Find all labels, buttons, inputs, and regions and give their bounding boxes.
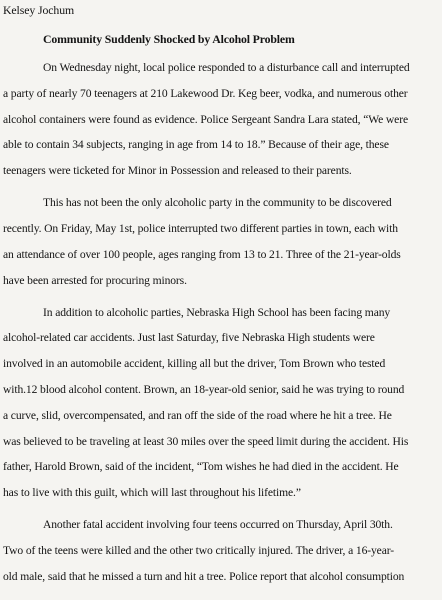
paragraph-1-line-1: On Wednesday night, local police responded to a disturbance call and interrupted (43, 61, 410, 74)
paragraph-2-line-1: This has not been the only alcoholic party in the community to be discovered (43, 196, 392, 210)
paragraph-3-line-4: with.12 blood alcohol content. Brown, an 18-year-old senior, said he was trying to round (3, 382, 405, 396)
paragraph-3-line-1: In addition to alcoholic parties, Nebraska High School has been facing many (43, 305, 391, 319)
paragraph-2-line-2: recently. On Friday, May 1st, police interrupted two different parties in town, each with (3, 221, 398, 235)
paragraph-4-line-3: old male, said that he missed a turn and hit a tree. Police report that alcohol consumption (3, 569, 405, 583)
paragraph-3-line-7: father, Harold Brown, said of the incident, “Tom wishes he had died in the accident. He (3, 460, 399, 474)
paragraph-1-line-4: able to contain 34 subjects, ranging in age from 14 to 18.” Because of their age, these (3, 138, 389, 152)
paragraph-3-line-8: has to live with this guilt, which will last throughout his lifetime.” (3, 486, 301, 500)
paragraph-3-line-3: involved in an automobile accident, killing all but the driver, Tom Brown who tested (3, 357, 386, 371)
paragraph-3-line-5: a curve, slid, overcompensated, and ran off the side of the road where he hit a tree. He (3, 408, 392, 422)
paragraph-4-line-1: Another fatal accident involving four teens occurred on Thursday, April 30th. (43, 518, 393, 532)
paragraph-1-line-2: a party of nearly 70 teenagers at 210 Lakewood Dr. Keg beer, vodka, and numerous other (3, 86, 408, 100)
article-title: Community Suddenly Shocked by Alcohol Problem (43, 32, 295, 46)
paragraph-3-line-2: alcohol-related car accidents. Just last Saturday, five Nebraska High students were (3, 331, 375, 345)
paragraph-1-line-5: teenagers were ticketed for Minor in Possession and released to their parents. (3, 164, 352, 178)
paragraph-1-line-3: alcohol containers were found as evidence. Police Sergeant Sandra Lara stated, “We were (3, 112, 408, 126)
article-body (3, 61, 442, 596)
paragraph-2-line-4: have been arrested for procuring minors. (3, 273, 187, 287)
paragraph-4-line-2: Two of the teens were killed and the other two critically injured. The driver, a 16-year- (3, 543, 394, 557)
author-name: Kelsey Jochum (3, 3, 75, 17)
paragraph-2-line-3: an attendance of over 100 people, ages ranging from 13 to 21. Three of the 21-year-olds (3, 247, 401, 261)
paragraph-3-line-6: was believed to be traveling at least 30 miles over the speed limit during the accident. His (3, 434, 409, 448)
